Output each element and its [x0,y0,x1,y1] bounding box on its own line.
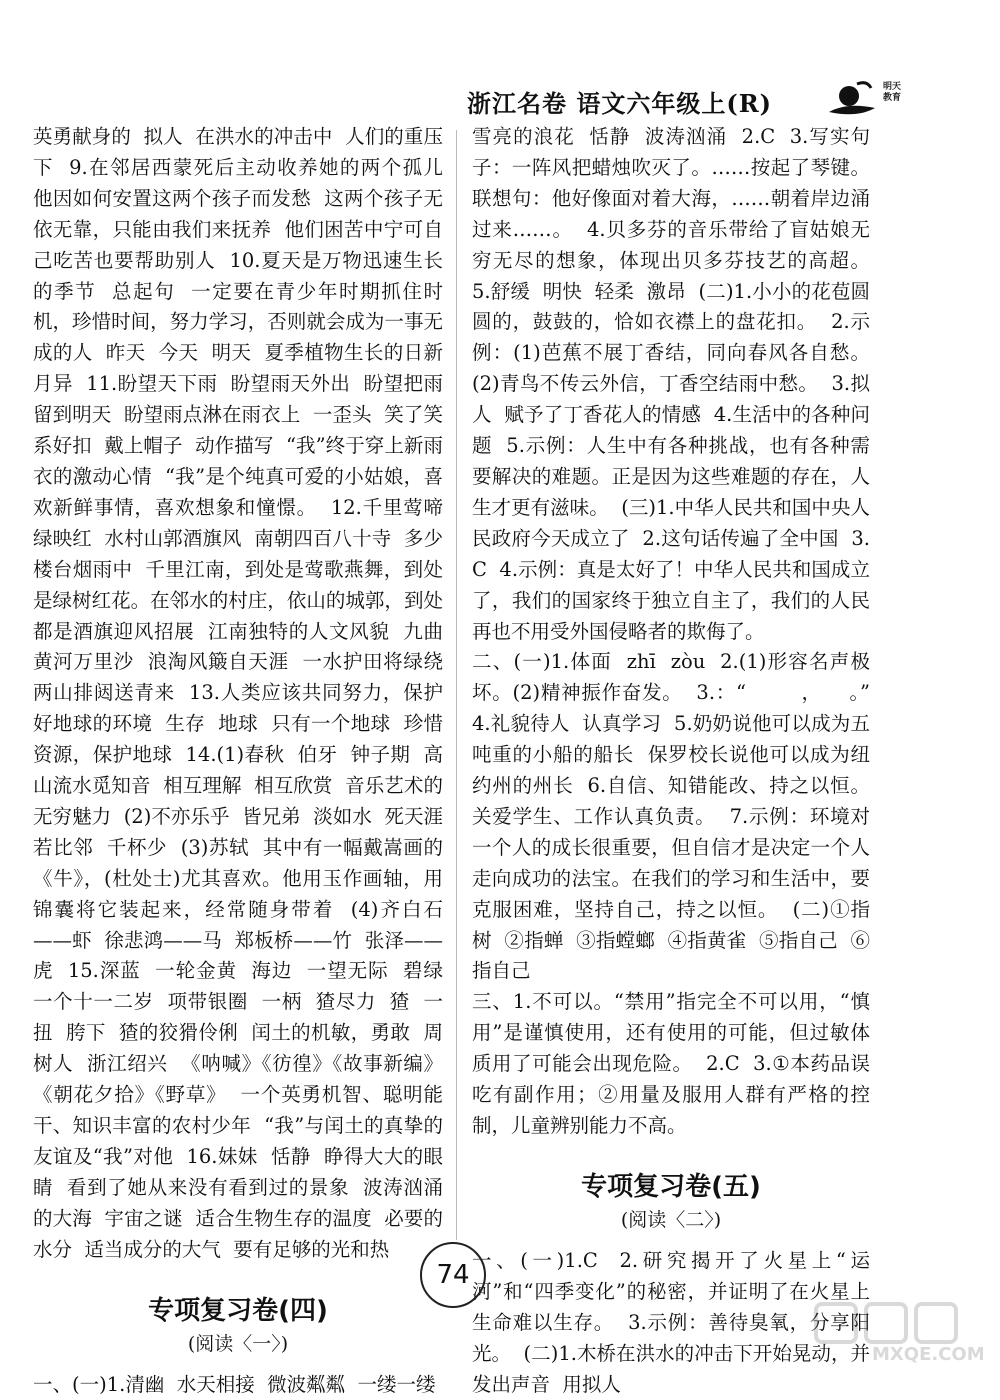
section-subtitle: (阅读〈一〉) [187,1332,289,1355]
answer-stamp-icon [812,1300,982,1346]
watermark-text: MXQE.COM [872,1344,985,1365]
answer-block: 英勇献身的 拟人 在洪水的冲击中 人们的重压下 9.在邻居西蒙死后主动收养她的两个孤儿 他因如何安置这两个孩子而发愁 这两个孩子无依无靠，只能由我们来抚养 他们困苦中宁可自己吃苦也要帮助别人 10.夏天是万物迅速生长的季节 总起句 一定要在青少年时期抓住时机，珍惜时间，努力学习，否则就会成为一事无成的人 昨天 今天 明天 夏季植物生长的日新月异 11.盼望天下雨 盼望雨天外出 盼望把雨留到明天 盼望雨点淋在雨衣上 一歪头 笑了笑 系好扣 戴上帽子 动作描写 “我”终于穿上新雨衣的激动心情 “我”是个纯真可爱的小姑娘，喜欢新鲜事情，喜欢想象和憧憬。 12.千里莺啼绿映红 水村山郭酒旗风 南朝四百八十寺 多少楼台烟雨中 千里江南，到处是莺歌燕舞，到处是绿树红花。在邻水的村庄，依山的城郭，到处都是酒旗迎风招展 江南独特的人文风貌 九曲黄河万里沙 浪淘风簸自天涯 一水护田将绿绕 两山排闼送青来 13.人类应该共同努力，保护好地球的环境 生存 地球 只有一个地球 珍惜资源，保护地球 14.(1)春秋 伯牙 钟子期 高山流水觅知音 相互理解 相互欣赏 音乐艺术的无穷魅力 (2)不亦乐乎 皆兄弟 淡如水 死天涯若比邻 千杯少 (3)苏轼 其中有一幅戴嵩画的《牛》，(杜处士)尤其喜欢。他用玉作画轴，用锦囊将它装起来，经常随身带着 (4)齐白石——虾 徐悲鸿——马 郑板桥——竹 张泽——虎 15.深蓝 一轮金黄 海边 一望无际 碧绿 一个十一二岁 项带银圈 一柄 猹尽力 猹 一扭 胯下 猹的狡猾伶俐 闰土的机敏，勇敢 周树人 浙江绍兴 《呐喊》《彷徨》《故事新编》《朝花夕拾》《野草》 一个英勇机智、聪明能干、知识丰富的农村少年 “我”与闰土的真挚的友谊及“我”对他 16.妹妹 恬静 睁得大大的眼睛 看到了她从来没有看到过的景象 波涛汹涌的大海 宇宙之谜 适合生物生存的温度 必要的水分 适当成分的大气 要有足够的光和热 [33,125,456,1261]
section-title: 专项复习卷(五) [581,1171,761,1202]
answer-block: 一、(一)1.清幽 水天相接 微波粼粼 一缕一缕 [33,1372,436,1396]
answer-block: 一、(一)1.C 2.研究揭开了火星上“运河”和“四季变化”的秘密，并证明了在火星上生命难以生存。 3.示例：善待臭氧，分享阳光。 (二)1.木桥在洪水的冲击下开始晃动，并发出声音 用拟人 [472,1248,870,1396]
page-number: 74 [436,1260,470,1290]
page-header [455,78,925,128]
answer-block: 雪亮的浪花 恬静 波涛汹涌 2.C 3.写实句子：一阵风把蜡烛吹灭了。……按起了琴键。联想句：他好像面对着大海，……朝着岸边涌过来……。 4.贝多芬的音乐带给了盲姑娘无穷无尽的想象，体现出贝多芬技艺的高超。 5.舒缓 明快 轻柔 激昂 (二)1.小小的花苞圆圆的，鼓鼓的，恰如衣襟上的盘花扣。 2.示例：(1)芭蕉不展丁香结，同向春风各自愁。(2)青鸟不传云外信，丁香空结雨中愁。 3.拟人 赋予了丁香花人的情感 4.生活中的各种问题 5.示例：人生中有各种挑战，也有各种需要解决的难题。正是因为这些难题的存在，人生才更有滋味。 (三)1.中华人民共和国中央人民政府今天成立了 2.这句话传遍了全中国 3.C 4.示例：真是太好了！中华人民共和国成立了，我们的国家终于独立自主了，我们的人民再也不用受外国侵略者的欺侮了。 [472,125,883,643]
answer-block: 三、1.不可以。“禁用”指完全不可以用，“慎用”是谨慎使用，还有使用的可能，但过敏体质用了可能会出现危险。 2.C 3.①本药品误吃有副作用；②用量及服用人群有严格的控制，儿童辨别能力不高。 [472,990,870,1137]
right-column [472,122,883,1400]
header-title: 浙江名卷 语文六年级上(R) [467,89,773,118]
answer-block: 二、(一)1.体面 zhī zòu 2.(1)形容名声极坏。(2)精神振作奋发。 3.：“ ， 。” 4.礼貌待人 认真学习 5.奶奶说他可以成为五吨重的小船的船长 保罗校长说他可以成为纽约州的州长 6.自信、知错能改、持之以恒。 关爱学生、工作认真负责。 7.示例：环境对一个人的成长很重要，但自信才是决定一个人走向成功的法宝。在我们的学习和生活中，要克服困难，坚持自己，持之以恒。 (二)①指树 ②指蝉 ③指螳螂 ④指黄雀 ⑤指自己 ⑥指自己 [472,650,883,983]
publisher-logo-text: 明天教育 [883,82,902,103]
column-divider [456,130,457,1240]
watermark [812,1300,992,1368]
page-number-circle [420,1242,486,1308]
section-title: 专项复习卷(四) [148,1295,328,1326]
publisher-logo-icon [827,78,877,124]
section-subtitle: (阅读〈二〉) [620,1208,722,1231]
